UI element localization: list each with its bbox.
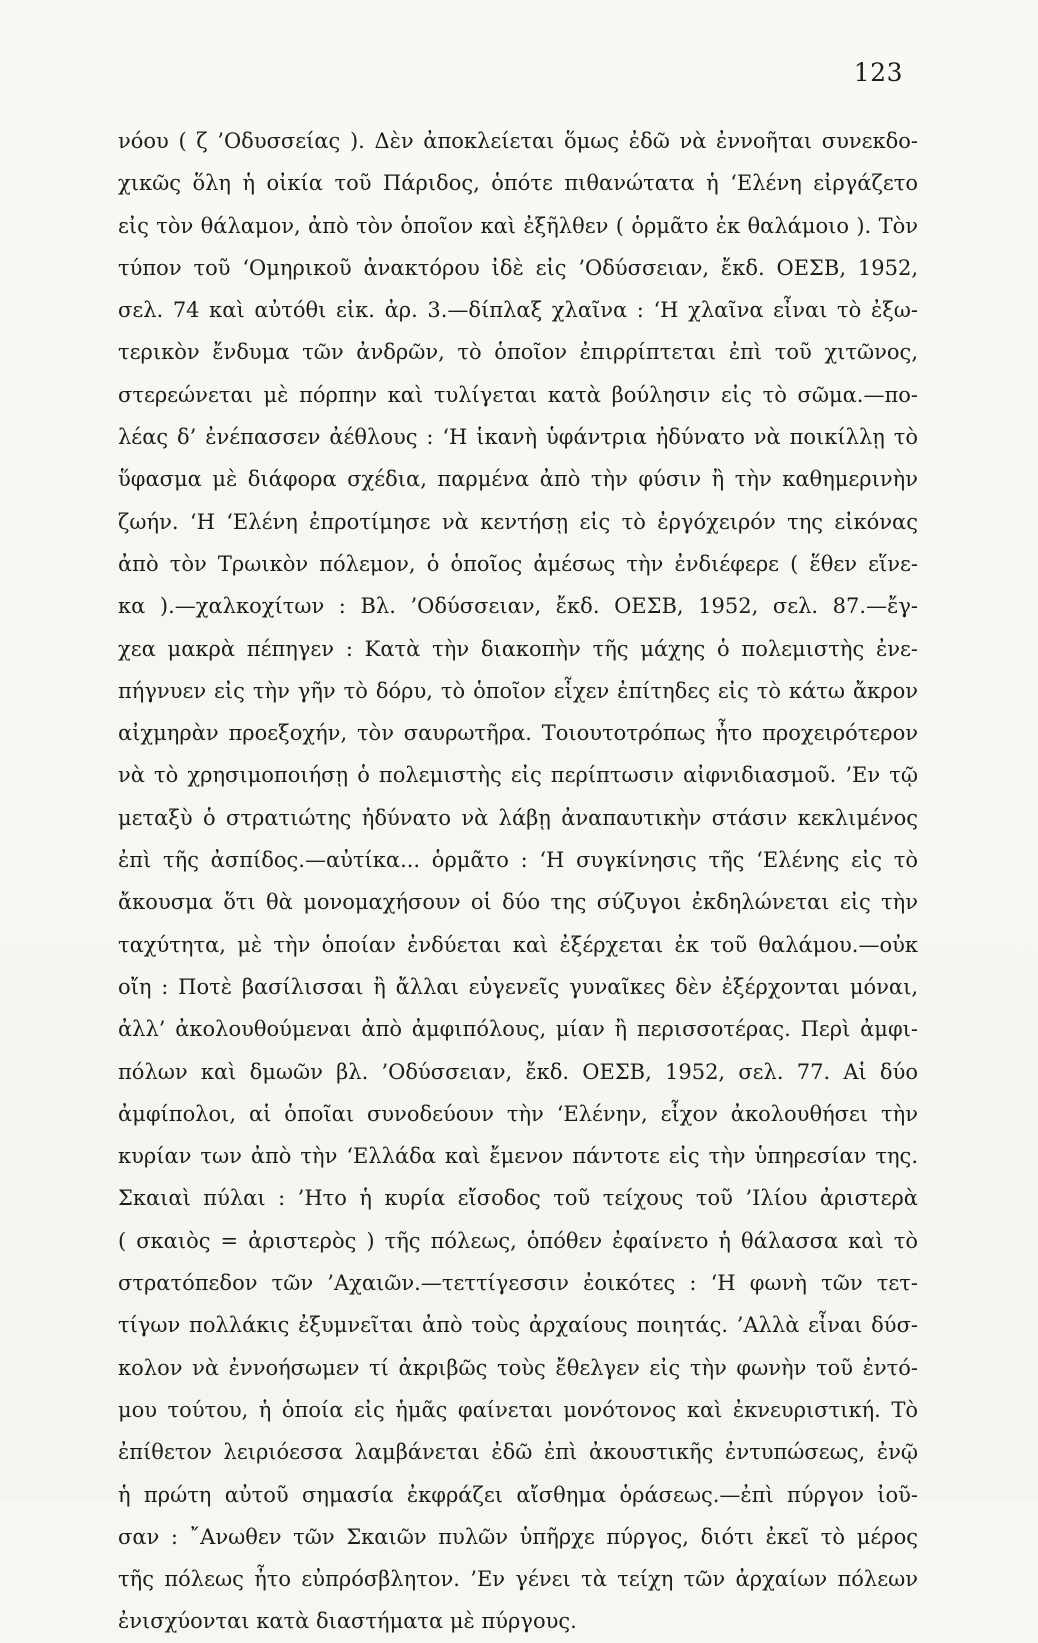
text-line: ζωήν. ‘Η ‘Ελένη ἐπροτίμησε νὰ κεντήσῃ εἰς τὸ ἐργόχειρόν της εἰκόνας: [118, 509, 918, 534]
text-line: ἀπὸ τὸν Τρωικὸν πόλεμον, ὁ ὁποῖος ἀμέσως τὴν ἐνδιέφερε ( ἕθεν εἵνε-: [118, 551, 918, 576]
text-line: λέας δ’ ἐνέπασσεν ἀέθλους : ‘Η ἱκανὴ ὑφάντρια ἠδύνατο νὰ ποικίλλῃ τὸ: [118, 425, 918, 450]
text-line: κα ).—χαλκοχίτων : Βλ. ’Οδύσσειαν, ἔκδ. ΟΕΣΒ, 1952, σελ. 87.—ἔγ-: [118, 594, 918, 619]
text-line: ἐνισχύονται κατὰ διαστήματα μὲ πύργους.: [118, 1609, 577, 1634]
text-line: στρατόπεδον τῶν ’Αχαιῶν.—τεττίγεσσιν ἐοικότες : ‘Η φωνὴ τῶν τετ-: [118, 1271, 918, 1296]
text-line: χικῶς ὅλη ἡ οἰκία τοῦ Πάριδος, ὁπότε πιθανώτατα ἡ ‘Ελένη εἰργάζετο: [118, 171, 918, 196]
text-line: στερεώνεται μὲ πόρπην καὶ τυλίγεται κατὰ βούλησιν εἰς τὸ σῶμα.—πο-: [118, 382, 918, 407]
text-line: μου τούτου, ἡ ὁποία εἰς ἡμᾶς φαίνεται μονότονος καὶ ἐκνευριστική. Τὸ: [118, 1397, 918, 1422]
text-line: αἰχμηρὰν προεξοχήν, τὸν σαυρωτῆρα. Τοιουτοτρόπως ἦτο προχειρότερον: [118, 721, 918, 746]
text-line: Σκαιαὶ πύλαι : ’Ητο ἡ κυρία εἴσοδος τοῦ τείχους τοῦ ’Ιλίου ἀριστερὰ: [118, 1186, 918, 1211]
text-line: μεταξὺ ὁ στρατιώτης ἠδύνατο νὰ λάβῃ ἀναπαυτικὴν στάσιν κεκλιμένος: [118, 805, 918, 830]
text-line: νόου ( ζ ’Οδυσσείας ). Δὲν ἀποκλείεται ὅμως ἐδῶ νὰ ἐννοῆται συνεκδο-: [118, 129, 918, 153]
text-line: οἴη : Ποτὲ βασίλισσαι ἢ ἄλλαι εὐγενεῖς γυναῖκες δὲν ἐξέρχονται μόναι,: [118, 974, 918, 999]
text-line: πόλων καὶ δμωῶν βλ. ’Οδύσσειαν, ἔκδ. ΟΕΣΒ, 1952, σελ. 77. Αἱ δύο: [118, 1059, 918, 1084]
text-line: κολον νὰ ἐννοήσωμεν τί ἀκριβῶς τοὺς ἔθελγεν εἰς τὴν φωνὴν τοῦ ἐντό-: [118, 1355, 918, 1380]
text-line: σελ. 74 καὶ αὐτόθι εἰκ. ἀρ. 3.—δίπλαξ χλαῖνα : ‘Η χλαῖνα εἶναι τὸ ἐξω-: [118, 298, 918, 323]
text-line: πήγνυεν εἰς τὴν γῆν τὸ δόρυ, τὸ ὁποῖον εἶχεν ἐπίτηδες εἰς τὸ κάτω ἄκρον: [118, 678, 918, 703]
text-line: τίγων πολλάκις ἐξυμνεῖται ἀπὸ τοὺς ἀρχαίους ποιητάς. ’Αλλὰ εἶναι δύσ-: [118, 1313, 918, 1338]
page-number: 123: [853, 58, 903, 87]
text-line: ἀμφίπολοι, αἱ ὁποῖαι συνοδεύουν τὴν ‘Ελένην, εἶχον ἀκολουθήσει τὴν: [118, 1101, 918, 1126]
text-line: ὕφασμα μὲ διάφορα σχέδια, παρμένα ἀπὸ τὴν φύσιν ἢ τὴν καθημερινὴν: [118, 467, 918, 492]
text-line: ἀλλ’ ἀκολουθούμεναι ἀπὸ ἀμφιπόλους, μίαν ἢ περισσοτέρας. Περὶ ἀμφι-: [118, 1017, 918, 1042]
text-line: ( σκαιὸς = ἀριστερὸς ) τῆς πόλεως, ὁπόθεν ἐφαίνετο ἡ θάλασσα καὶ τὸ: [118, 1228, 918, 1253]
text-line: σαν : ῎Ανωθεν τῶν Σκαιῶν πυλῶν ὑπῆρχε πύργος, διότι ἐκεῖ τὸ μέρος: [118, 1524, 918, 1549]
text-line: ταχύτητα, μὲ τὴν ὁποίαν ἐνδύεται καὶ ἐξέρχεται ἐκ τοῦ θαλάμου.—οὐκ: [118, 932, 918, 957]
text-line: ἡ πρώτη αὐτοῦ σημασία ἐκφράζει αἴσθημα ὁράσεως.—ἐπὶ πύργον ἰοῦ-: [118, 1482, 918, 1507]
text-line: νὰ τὸ χρησιμοποιήσῃ ὁ πολεμιστὴς εἰς περίπτωσιν αἰφνιδιασμοῦ. ’Εν τῷ: [118, 763, 918, 788]
text-line: κυρίαν των ἀπὸ τὴν ‘Ελλάδα καὶ ἔμενον πάντοτε εἰς τὴν ὑπηρεσίαν της.: [118, 1144, 918, 1169]
text-line: τερικὸν ἔνδυμα τῶν ἀνδρῶν, τὸ ὁποῖον ἐπιρρίπτεται ἐπὶ τοῦ χιτῶνος,: [118, 340, 918, 365]
text-line: τύπον τοῦ ‘Ομηρικοῦ ἀνακτόρου ἰδὲ εἰς ’Οδύσσειαν, ἔκδ. ΟΕΣΒ, 1952,: [118, 255, 918, 280]
text-line: χεα μακρὰ πέπηγεν : Κατὰ τὴν διακοπὴν τῆς μάχης ὁ πολεμιστὴς ἐνε-: [118, 636, 918, 661]
commentary-text: [118, 120, 918, 1643]
text-line: ἐπίθετον λειριόεσσα λαμβάνεται ἐδῶ ἐπὶ ἀκουστικῆς ἐντυπώσεως, ἐνῷ: [118, 1440, 918, 1465]
text-line: ἄκουσμα ὅτι θὰ μονομαχήσουν οἱ δύο της σύζυγοι ἐκδηλώνεται εἰς τὴν: [118, 890, 918, 915]
text-line: τῆς πόλεως ἦτο εὐπρόσβλητον. ’Εν γένει τὰ τείχη τῶν ἀρχαίων πόλεων: [118, 1567, 918, 1592]
text-line: ἐπὶ τῆς ἀσπίδος.—αὐτίκα... ὁρμᾶτο : ‘Η συγκίνησις τῆς ‘Ελένης εἰς τὸ: [118, 848, 918, 873]
text-line: εἰς τὸν θάλαμον, ἀπὸ τὸν ὁποῖον καὶ ἐξῆλθεν ( ὁρμᾶτο ἐκ θαλάμοιο ). Τὸν: [118, 213, 918, 238]
